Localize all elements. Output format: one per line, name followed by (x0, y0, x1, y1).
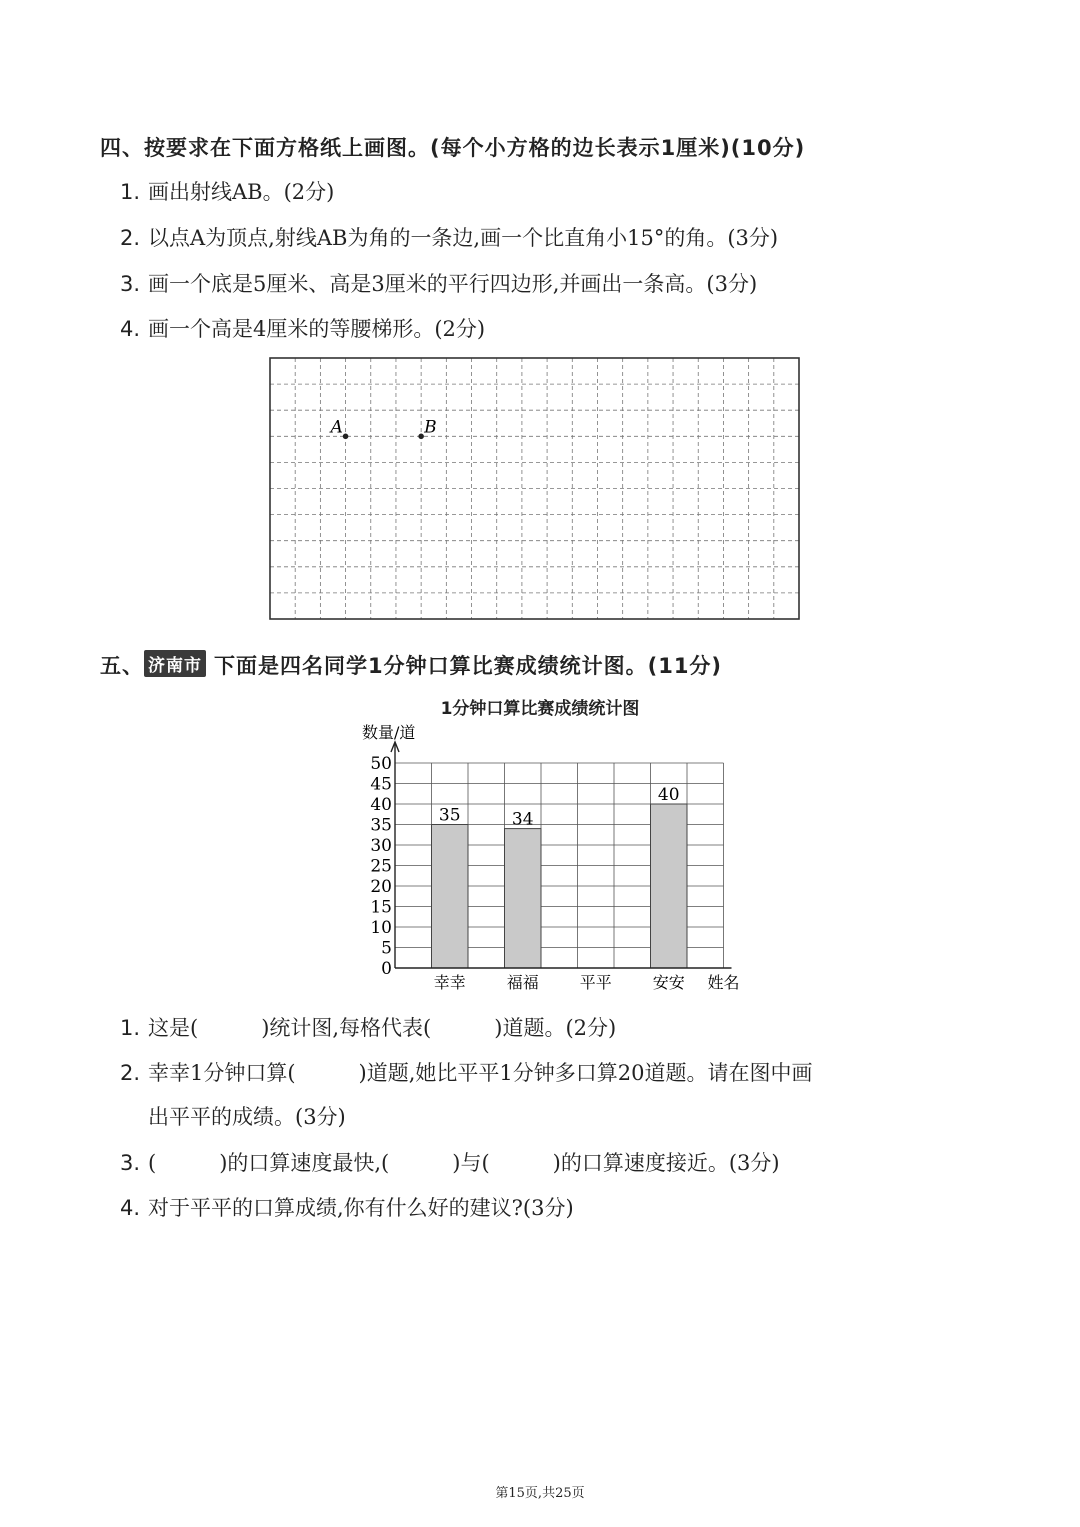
s5-q2-text: 幸幸1分钟口算( )道题,她比平平1分钟多口算20道题。请在图中画 (148, 1061, 813, 1085)
section5-prefix: 五、 (100, 654, 144, 678)
s4-q2-number: 2. (120, 226, 141, 250)
s5-question-4 (120, 1192, 574, 1222)
y-tick-label: 30 (370, 836, 392, 856)
s4-question-3 (120, 268, 757, 298)
x-tick-label: 福福 (506, 973, 539, 992)
page-footer: 第15页,共25页 (495, 1486, 585, 1501)
s5-question-2 (120, 1057, 813, 1087)
bar-value-label: 34 (511, 809, 534, 830)
s4-question-4 (120, 313, 485, 343)
grid-lines (270, 358, 799, 619)
bar-0 (432, 825, 469, 969)
y-tick-label: 25 (370, 856, 392, 877)
y-tick-label: 50 (370, 754, 392, 774)
y-axis-label: 数量/道 (362, 723, 416, 742)
s4-q1-number: 1. (120, 180, 141, 204)
region-badge: 济南市 (144, 650, 206, 677)
bar-value-label: 35 (438, 805, 461, 826)
bar-chart (340, 718, 770, 1000)
section4-title: 四、按要求在下面方格纸上画图。(每个小方格的边长表示1厘米)(10分) (100, 136, 806, 160)
section5-title (100, 650, 722, 680)
y-tick-label: 5 (381, 938, 392, 959)
bar-value-label: 40 (657, 785, 680, 805)
s5-question-2-cont (120, 1101, 346, 1131)
s5-q4-number: 4. (120, 1196, 141, 1220)
chart-title: 1分钟口算比赛成绩统计图 (440, 699, 640, 719)
y-tick-label: 15 (370, 897, 392, 918)
s4-q3-text: 画一个底是5厘米、高是3厘米的平行四边形,并画出一条高。(3分) (148, 272, 758, 296)
s4-q4-text: 画一个高是4厘米的等腰梯形。(2分) (148, 317, 486, 341)
s5-q3-text: ( )的口算速度最快,( )与( )的口算速度接近。(3分) (148, 1151, 780, 1175)
point-b-label: B (424, 417, 437, 438)
section5-title-text: 下面是四名同学1分钟口算比赛成绩统计图。(11分) (214, 654, 723, 678)
y-tick-label: 45 (370, 774, 392, 795)
s4-question-1 (120, 176, 334, 206)
s5-q4-text: 对于平平的口算成绩,你有什么好的建议?(3分) (148, 1196, 574, 1220)
y-tick-label: 20 (370, 877, 392, 897)
x-tick-label: 幸幸 (433, 973, 466, 992)
s4-question-2 (120, 222, 778, 252)
x-tick-label: 平平 (579, 973, 612, 992)
x-axis-label: 姓名 (707, 973, 740, 992)
point-a-label: A (330, 417, 343, 438)
y-tick-label: 40 (370, 795, 392, 815)
s4-q4-number: 4. (120, 317, 141, 341)
bar-1 (505, 829, 542, 968)
s4-q3-number: 3. (120, 272, 141, 296)
s5-q3-number: 3. (120, 1151, 141, 1175)
s5-q2-number: 2. (120, 1061, 141, 1085)
s5-q1-text: 这是( )统计图,每格代表( )道题。(2分) (148, 1016, 617, 1040)
x-tick-label: 安安 (652, 973, 685, 992)
y-tick-label: 10 (370, 918, 392, 938)
s4-q2-text: 以点A为顶点,射线AB为角的一条边,画一个比直角小15°的角。(3分) (148, 226, 779, 250)
s4-q1-text: 画出射线AB。(2分) (148, 180, 335, 204)
bar-3 (651, 804, 688, 968)
point-a-dot (343, 434, 349, 440)
point-b-dot (418, 434, 424, 440)
y-tick-label: 0 (381, 959, 392, 979)
y-tick-label: 35 (370, 815, 392, 836)
s5-q2b-text: 出平平的成绩。(3分) (148, 1105, 346, 1129)
s5-q1-number: 1. (120, 1016, 141, 1040)
s5-question-1 (120, 1012, 616, 1042)
s5-question-3 (120, 1147, 780, 1177)
grid-paper[interactable] (268, 356, 802, 622)
